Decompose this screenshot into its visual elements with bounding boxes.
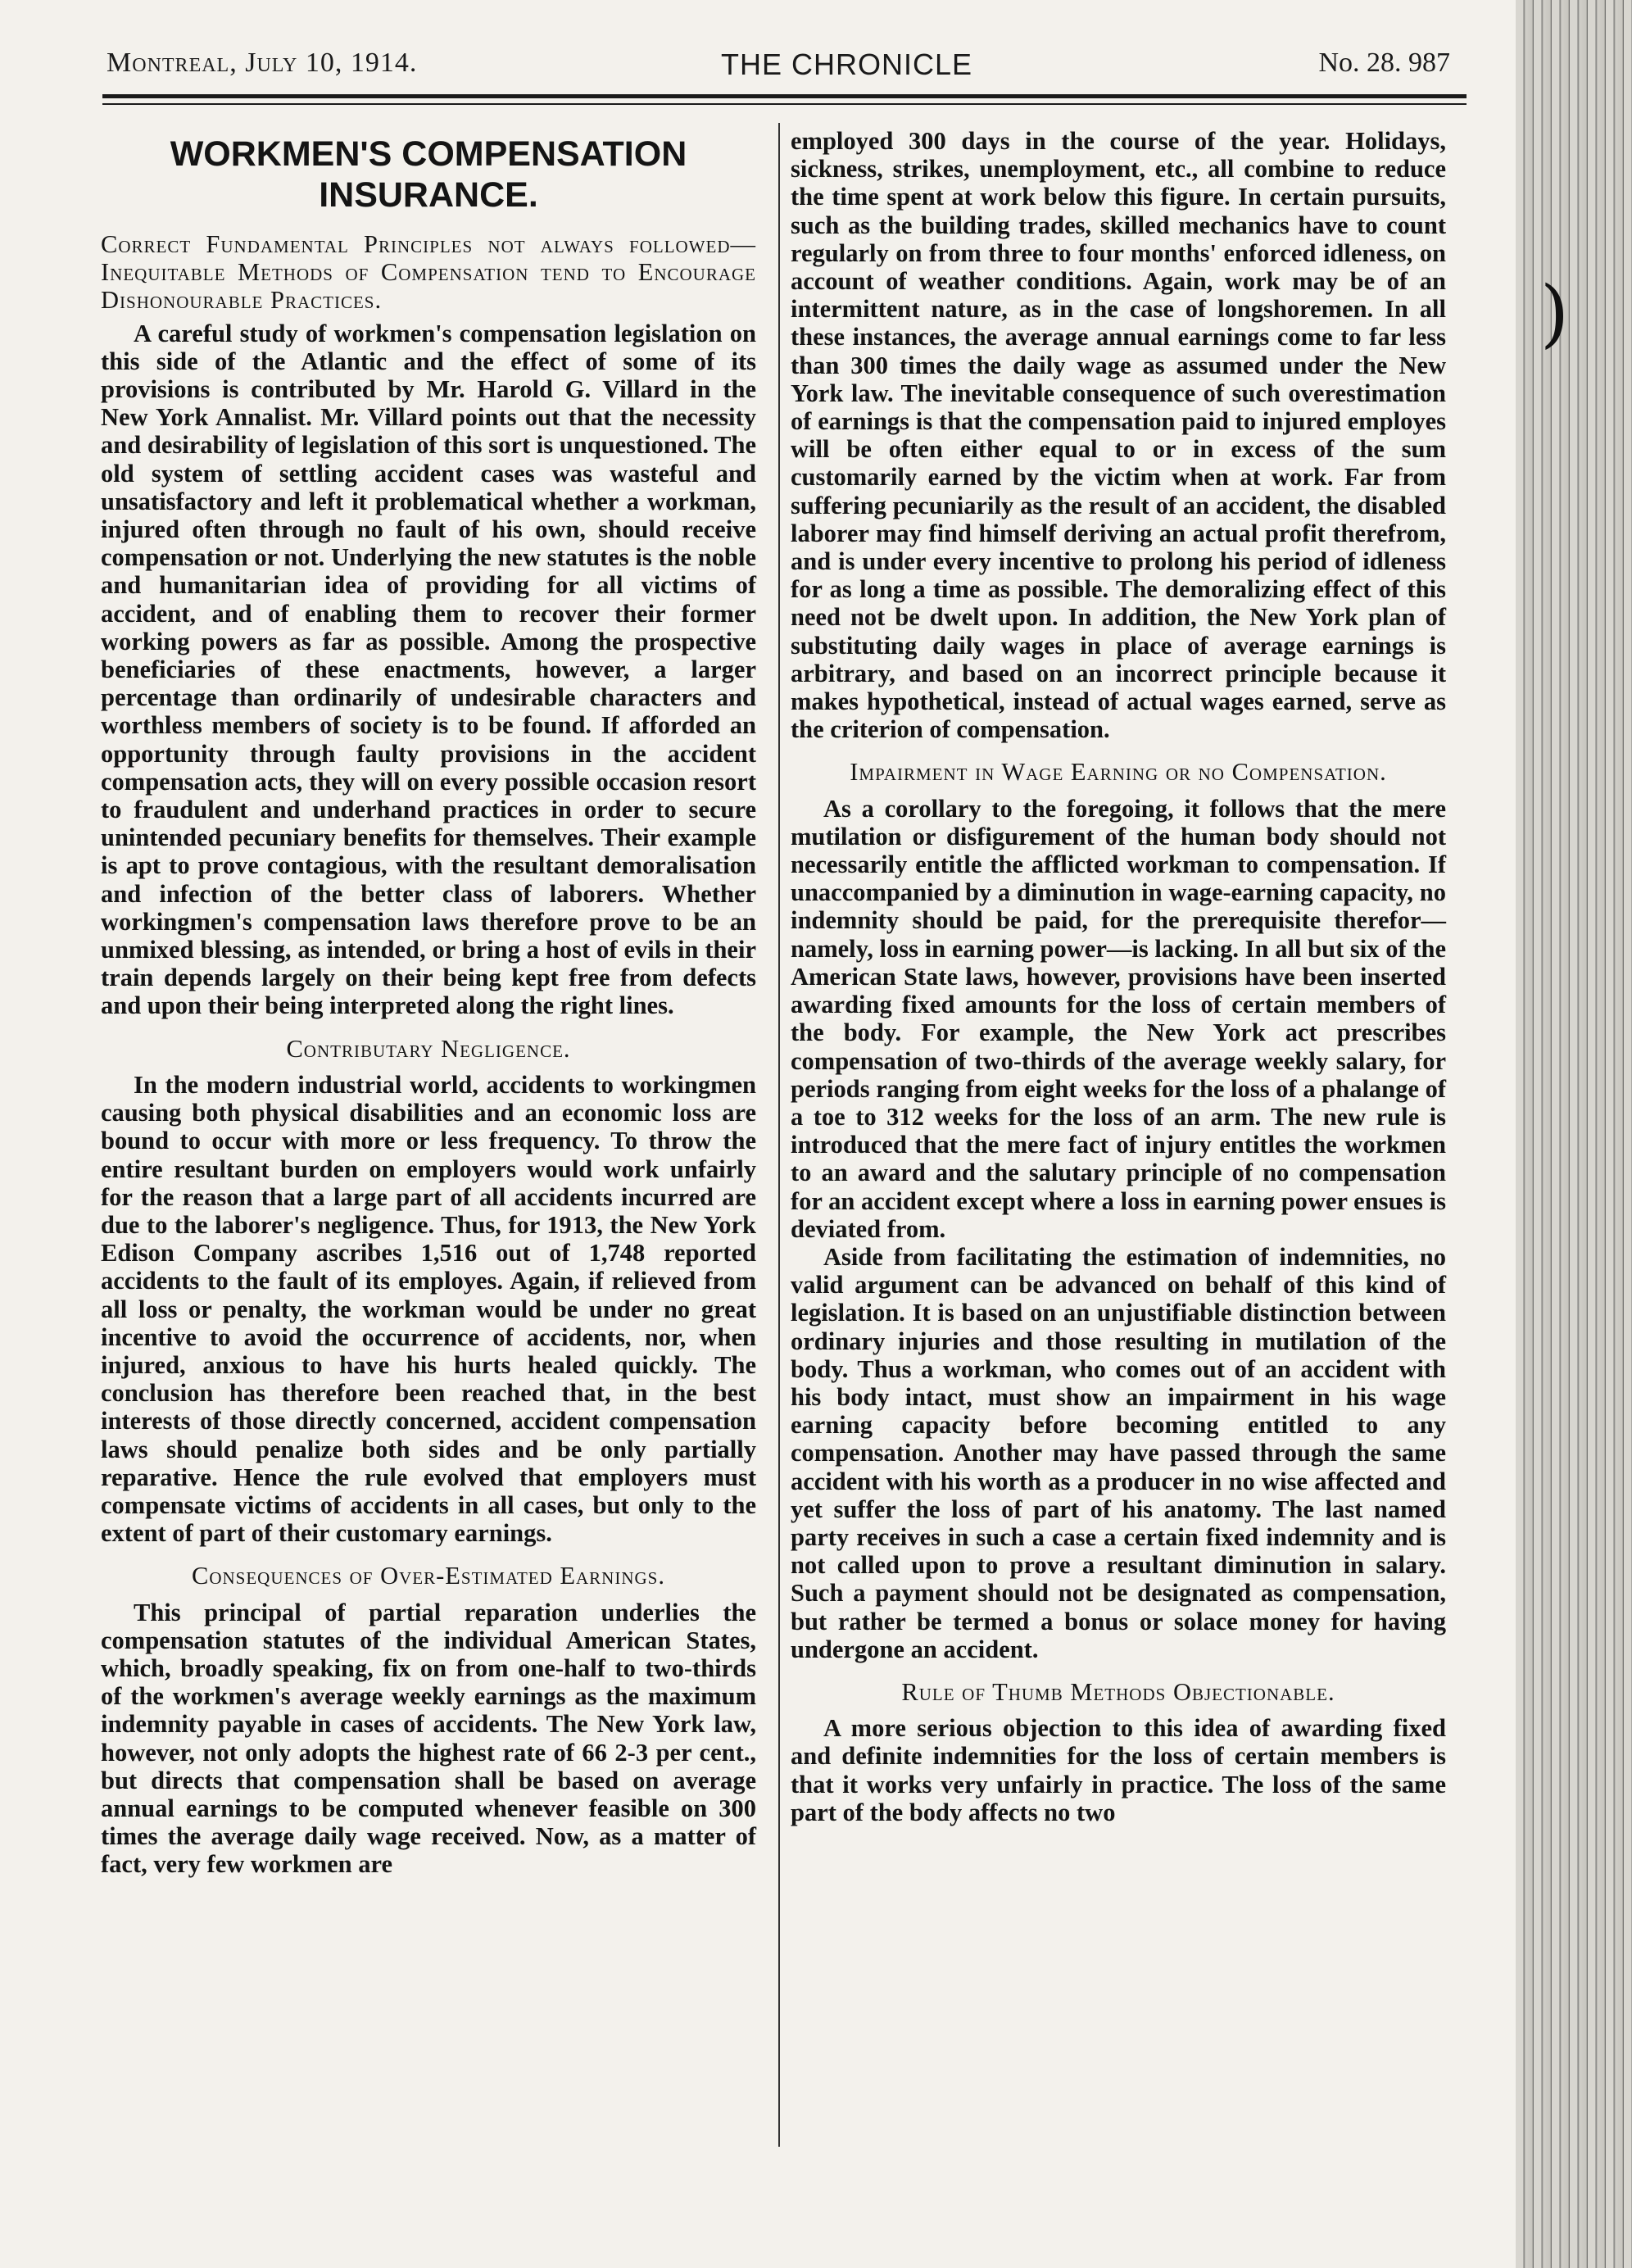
section-heading-over-estimated-earnings: Consequences of Over-Estimated Earnings. [192,1562,665,1590]
publication-name: THE CHRONICLE [721,48,973,81]
over-estimated-earnings-continued: employed 300 days in the course of the year. Holidays, sickness, strikes, unemployment, etc., all combine to reduce the time spent at work below this figure. In certain pursuits, such as the building trades, skilled mechanics have to count regularly on from three to four months' enforced idleness, on account of weather conditions. Again, work may be of an intermittent nature, as in the case of longshoremen. In all these instances, the average annual earnings come to far less than 300 times the daily wage as assumed under the New York law. The inevitable consequence of such overestimation of earnings is that the compensation paid to injured employes will be often either equal to or in excess of the sum customarily earned by the victim when at work. Far from suffering pecuniarily as the result of an accident, the disabled laborer may find himself deriving an actual profit therefrom, and is under every incentive to prolong his period of idleness for as long a time as possible. The demoralizing effect of this need not be dwelt upon. In addition, the New York plan of substituting daily wages in place of average earnings is arbitrary, and based on an incorrect principle because it makes hypothetical, instead of actual wages earned, serve as the criterion of compensation. [791,127,1446,744]
article-title: WORKMEN'S COMPENSATION INSURANCE. [170,134,687,215]
section-heading-rule-of-thumb: Rule of Thumb Methods Objectionable. [901,1677,1335,1706]
impairment-paragraph-2: Aside from facilitating the estimation of indemnities, no valid argument can be advanced on behalf of this kind of legislation. It is based on an unjustifiable distinction between ordinary injuries and those resulting in mutilation of the body. Thus a workman, who comes out of an accident with his body intact, must show an impairment in his wage earning capacity before becoming entitled to any compensation. Another may have passed through the same accident with his worth as a producer in no wise affected and yet suffer the loss of part of his anatomy. The last named party receives in such a case a certain fixed indemnity and is not called upon to prove a resultant diminution in salary. Such a payment should not be designated as compensation, but rather be termed a bonus or solace money for having undergone an accident. [791,1242,1446,1663]
right-column [791,127,1446,1826]
contributary-negligence-paragraph: In the modern industrial world, accidents to workingmen causing both physical disabilities and an economic loss are bound to occur with more or less frequency. To throw the entire resultant burden on employers would work unfairly for the reason that a large part of all accidents incurred are due to the laborer's negligence. Thus, for 1913, the New York Edison Company ascribes 1,516 out of 1,748 reported accidents to the fault of its employes. Again, if relieved from all loss or penalty, the workman would be under no great incentive to avoid the occurrence of accidents, nor, when injured, anxious to have his hurts healed quickly. The conclusion has therefore been reached that, in the best interests of those directly concerned, accident compensation laws should penalize both sides and be only partially reparative. Hence the rule evolved that employers must compensate victims of accidents in all cases, but only to the extent of part of their customary earnings. [101,1070,756,1548]
section-heading-impairment: Impairment in Wage Earning or no Compensation. [850,758,1387,787]
binding-bracket-mark: ) [1540,270,1570,356]
dateline: Montreal, July 10, 1914. [107,48,418,78]
header-rule-thick [102,94,1467,98]
page-number: No. 28. 987 [1318,48,1450,78]
left-column [101,127,756,1879]
book-binding-edge [1516,0,1632,2268]
intro-paragraph: A careful study of workmen's compensation legislation on this side of the Atlantic and the effect of some of its provisions is contributed by Mr. Harold G. Villard in the New York Annalist. Mr. Villard points out that the necessity and desirability of legislation of this sort is unquestioned. The old system of settling accident cases was wasteful and unsatisfactory and left it problematical whether a workman, injured often through no fault of his own, should receive compensation or not. Underlying the new statutes is the noble and humanitarian idea of providing for all victims of accident, and of enabling them to recover their former working powers as far as possible. Among the prospective beneficiaries of these enactments, however, a larger percentage than ordinarily of undesirable characters and worthless members of society is to be found. If afforded an opportunity through faulty provisions in the accident compensation acts, they will on every possible occasion resort to fraudulent and underhand practices in order to secure unintended pecuniary benefits for themselves. Their example is apt to prove contagious, with the resultant demoralisation and infection of the better class of laborers. Whether workingmen's compensation laws therefore prove to be an unmixed blessing, as intended, or bring a host of evils in their train depends largely on their being kept free from defects and upon their being interpreted along the right lines. [101,319,756,1020]
rule-of-thumb-paragraph: A more serious objection to this idea of awarding fixed and definite indemnities for the loss of certain members is that it works very unfairly in practice. The loss of the same part of the body affects no two [791,1714,1446,1826]
column-divider [778,123,780,2147]
header-rule-thin [102,103,1467,105]
page-header [107,48,1450,97]
section-heading-contributary-negligence: Contributary Negligence. [286,1034,571,1063]
over-estimated-earnings-paragraph: This principal of partial reparation underlies the compensation statutes of the individual American States, which, broadly speaking, fix on from one-half to two-thirds of the workmen's average weekly earnings as the maximum indemnity payable in cases of accidents. The New York law, however, not only adopts the highest rate of 66 2-3 per cent., but directs that compensation shall be based on average annual earnings to be computed whenever feasible on 300 times the average daily wage received. Now, as a matter of fact, very few workmen are [101,1598,756,1879]
article-deck: Correct Fundamental Principles not always followed—Inequitable Methods of Compensation tend to Encourage Dishonourable Practices. [101,230,756,315]
impairment-paragraph-1: As a corollary to the foregoing, it follows that the mere mutilation or disfigurement of the human body should not necessarily entitle the afflicted workman to compensation. If unaccompanied by a diminution in wage-earning capacity, no indemnity should be paid, for the prerequisite therefor—namely, loss in earning power—is lacking. In all but six of the American State laws, however, provisions have been inserted awarding fixed amounts for the loss of certain members of the body. For example, the New York act prescribes compensation of two-thirds of the average weekly salary, for periods ranging from eight weeks for the loss of a phalange of a toe to 312 weeks for the loss of an arm. The new rule is introduced that the mere fact of injury entitles the workmen to an award and the salutary principle of no compensation for an accident except where a loss in earning power ensues is deviated from. [791,794,1446,1243]
